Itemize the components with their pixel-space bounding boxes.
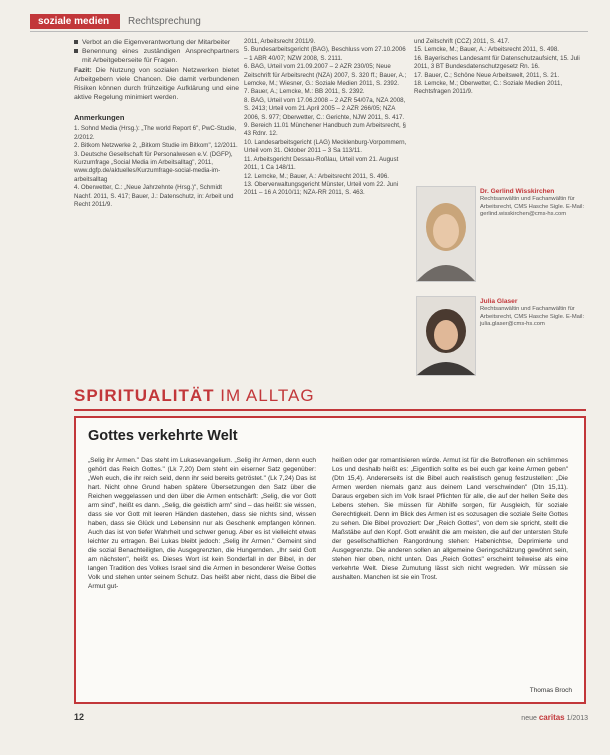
footnote: 10. Landesarbeitsgericht (LAG) Mecklenburg-Vorpommern, Urteil vom 31. Oktober 2011 – 3 Sa 113/11. xyxy=(244,138,407,155)
footnote: 3. Deutsche Gesellschaft für Personalwesen e.V. (DGFP), Kurzumfrage „Social Media im Arbeitsalltag", 2011, www.dgfp.de/aktuelles/Kurzumfrage-social-media-im-arbeitsalltag xyxy=(74,150,233,183)
bullet-item: Verbot an die Eigenverantwortung der Mitarbeiter xyxy=(74,38,239,47)
footnote: 16. Bayerisches Landesamt für Datenschutzaufsicht, 15. Juli 2011, 3 BT Bundesdatenschutzgesetz Rn. 16. xyxy=(414,54,580,71)
header-divider xyxy=(30,31,588,32)
portrait-image xyxy=(417,297,475,375)
footnote: 17. Bauer, C.; Schöne Neue Arbeitswelt, 2011, S. 21. xyxy=(414,71,560,79)
page-number: 12 xyxy=(74,712,85,722)
footer-prefix: neue xyxy=(521,715,537,722)
box-text-column-2: heißen oder gar romantisieren würde. Armut ist für die Betroffenen ein schlimmes Los und deshalb heißt es: „Eigentlich sollte es bei euch gar keine Armen geben" (Dtn 15,4). Andererseits ist die Bibel auch realistisch genug festzustellen: „Die Armen werden niemals ganz aus deinem Land verschwinden" (Dtn 15,11). Daraus ergeben sich im Volk Israel Pflichten für alle, die auf der hellen Seite des Lebens stehen. Sie müssen für Abhilfe sorgen, für Ausgleich, für soziale Gerechtigkeit. Denn im Blick des Armen ist es sozusagen die soziale Seite Gottes zu sehen. Die Bibel provoziert: Der „Reich Gottes", von dem sie spricht, stellt die Maßstäbe auf den Kopf. Gott erwählt die am meisten, die auf der untersten Stufe der gesellschaftlichen Rangordnung stehen: Habenichtse, Deprimierte und Ausgegrenzte. Die anderen sollen an allgemeine Geringschätzung gewöhnt sein, stehen hier oben, nicht unten. Das „Reich Gottes" erscheint teilweise als eine verkehrte Welt. Diese Zumutung lässt sich nicht wegreden. Wir müssen sie aushalten. Manchen ist sie ein Trost. xyxy=(332,457,568,581)
box-text-column-1: „Selig ihr Armen." Das steht im Lukasevangelium. „Selig ihr Armen, denn euch gehört das Reich Gottes." (Lk 7,20) Dem steht ein eiserner Satz gegenüber: „Weh euch, die ihr reich seid, denn ihr seid bereits getröstet." (Lk 7,24) Das ist hart. Nicht ohne Grund haben spätere Übersetzungen den Satz über die Reichen weggelassen und den über die Armen entschärft: „Selig, die vor Gott arm sind", heißt es dann. „Selig, die geistlich arm" sind – das heißt: sie wissen, dass sie vor Gott mit leeren Händen dastehen, dass sie nichts sind, wissen haben, dass sie Glück und Lebensinn nur als Geschenk empfangen können. Auch das ist von tiefer Wahrheit und schwer genug. Aber es ist vielleicht etwas leichter zu ertragen. Bei Lukas bleibt jedoch: „Selig ihr Armen." Gemeint sind die sozial Benachteiligten, die Ausgegrenzten, die Hungernden. „Ihr seid Gott am nächsten", heißt es. Dieses Wort ist kein Sonderfall in der Bibel, in der langen Tradition des Volkes Israel sind die Armen in besonderer Weise Gottes Volk und stehen unter seinem Schutz. Das heißt aber nicht, dass die Bibel die Armut gut- xyxy=(88,457,316,590)
author-photo-glaser xyxy=(416,296,476,376)
fazit-label: Fazit: xyxy=(74,67,92,74)
author-description: Rechtsanwältin und Fachanwältin für Arbeitsrecht, CMS Hasche Sigle. E-Mail: julia.glaser@cms-hs.com xyxy=(480,306,585,328)
section-tag: soziale medien xyxy=(30,14,120,29)
footnote: 2. Bitkom Netzwerke 2, „Bitkom Studie im Bitkom", 12/2011. xyxy=(74,142,238,150)
footnote: 1. Sohnd Media (Hrsg.): „The world Report 6", PwC-Studie, 2/2012. xyxy=(74,125,237,141)
fazit-text: Die Nutzung von sozialen Netzwerken bietet Arbeitgebern viele Chancen. Die damit verbundenen Risiken können durch frühzeitige Aufklärung und eine aktive Regelung minimiert werden. xyxy=(74,67,239,101)
notes-heading: Anmerkungen xyxy=(74,113,125,122)
text-column-3 xyxy=(414,38,586,97)
bullet-item: Benennung eines zuständigen Ansprechpartners mit Arbeitgeberseite für Fragen. xyxy=(74,47,239,65)
section-subtitle: Rechtsprechung xyxy=(128,16,201,27)
footnote: 7. Bauer, A.; Lemcke, M.: BB 2011, S. 2392. xyxy=(244,88,365,96)
footnote: 6. BAG, Urteil vom 21.09.2007 – 2 AZR 230/05; Neue Zeitschrift für Arbeitsrecht (NZA) 2007, S. 320 ff.; Bauer, A.; Lemcke, M.; Wiesner, G.: Soziale Medien 2011, S. 2392. xyxy=(244,63,407,88)
section-heading-light: IM ALLTAG xyxy=(220,386,315,405)
footnote: 8. BAG, Urteil vom 17.06.2008 – 2 AZR 54/07a, NZA 2008, S. 2413; Urteil vom 21.April 2005 – 2 AZR 266/05; NZA 2006, S. 977; Oberwetter, C.: Gerichte, NJW 2011, S. 417. xyxy=(244,96,406,121)
footer-issue: 1/2013 xyxy=(566,715,588,722)
author-description: Rechtsanwältin und Fachanwältin für Arbeitsrecht, CMS Hasche Sigle. E-Mail: gerlind.wisskirchen@cms-hs.com xyxy=(480,196,585,218)
text-column-1 xyxy=(74,38,239,209)
section-heading-bold: SPIRITUALITÄT xyxy=(74,386,215,405)
footnote: und Zeitschrift (CCZ) 2011, S. 417. xyxy=(414,38,510,45)
footnote: 4. Oberwetter, C.: „Neue Jahrzehnte (Hrsg.)", Schmidt Nachf. 2011, S. 417; Bauer, J.: Datenschutz, in: Arbeit und Recht 2011/9. xyxy=(74,184,234,209)
footnote: 15. Lemcke, M.; Bauer, A.: Arbeitsrecht 2011, S. 498. xyxy=(414,46,560,54)
author-bio-2 xyxy=(480,298,588,329)
author-name: Julia Glaser xyxy=(480,298,518,305)
spiritual-box xyxy=(74,416,586,704)
section-divider xyxy=(74,409,586,411)
footnote: 2011, Arbeitsrecht 2011/9. xyxy=(244,38,316,45)
box-title: Gottes verkehrte Welt xyxy=(88,428,238,444)
footer-masthead xyxy=(521,713,588,722)
footnote: 11. Arbeitsgericht Dessau-Roßlau, Urteil vom 21. August 2011, 1 Ca 148/11. xyxy=(244,155,399,172)
footnote: 13. Oberverwaltungsgericht Münster, Urteil vom 22. Juni 2011 – 16 A 2010/11; NZA-RR 2011, S. 463. xyxy=(244,180,399,197)
footnote: 9. Bereich 11.01 Münchener Handbuch zum Arbeitsrecht, § 43 Rdnr. 12. xyxy=(244,122,406,138)
text-column-2 xyxy=(244,38,409,198)
author-name: Dr. Gerlind Wisskirchen xyxy=(480,188,555,195)
author-bio-1 xyxy=(480,188,588,219)
portrait-image xyxy=(417,187,475,281)
fazit-paragraph xyxy=(74,66,239,102)
footer-brand: caritas xyxy=(538,713,565,722)
section-heading xyxy=(74,386,315,406)
box-author: Thomas Broch xyxy=(529,687,572,694)
footnote: 5. Bundesarbeitsgericht (BAG), Beschluss vom 27.10.2006 – 1 ABR 40/07; NZW 2008, S. 2111. xyxy=(244,46,406,62)
author-photo-wisskirchen xyxy=(416,186,476,282)
footnote: 12. Lemcke, M.; Bauer, A.: Arbeitsrecht 2011, S. 496. xyxy=(244,172,390,180)
footnote: 18. Lemcke, M.; Oberwetter, C.: Soziale Medien 2011, Rechtsfragen 2011/9. xyxy=(414,80,563,96)
